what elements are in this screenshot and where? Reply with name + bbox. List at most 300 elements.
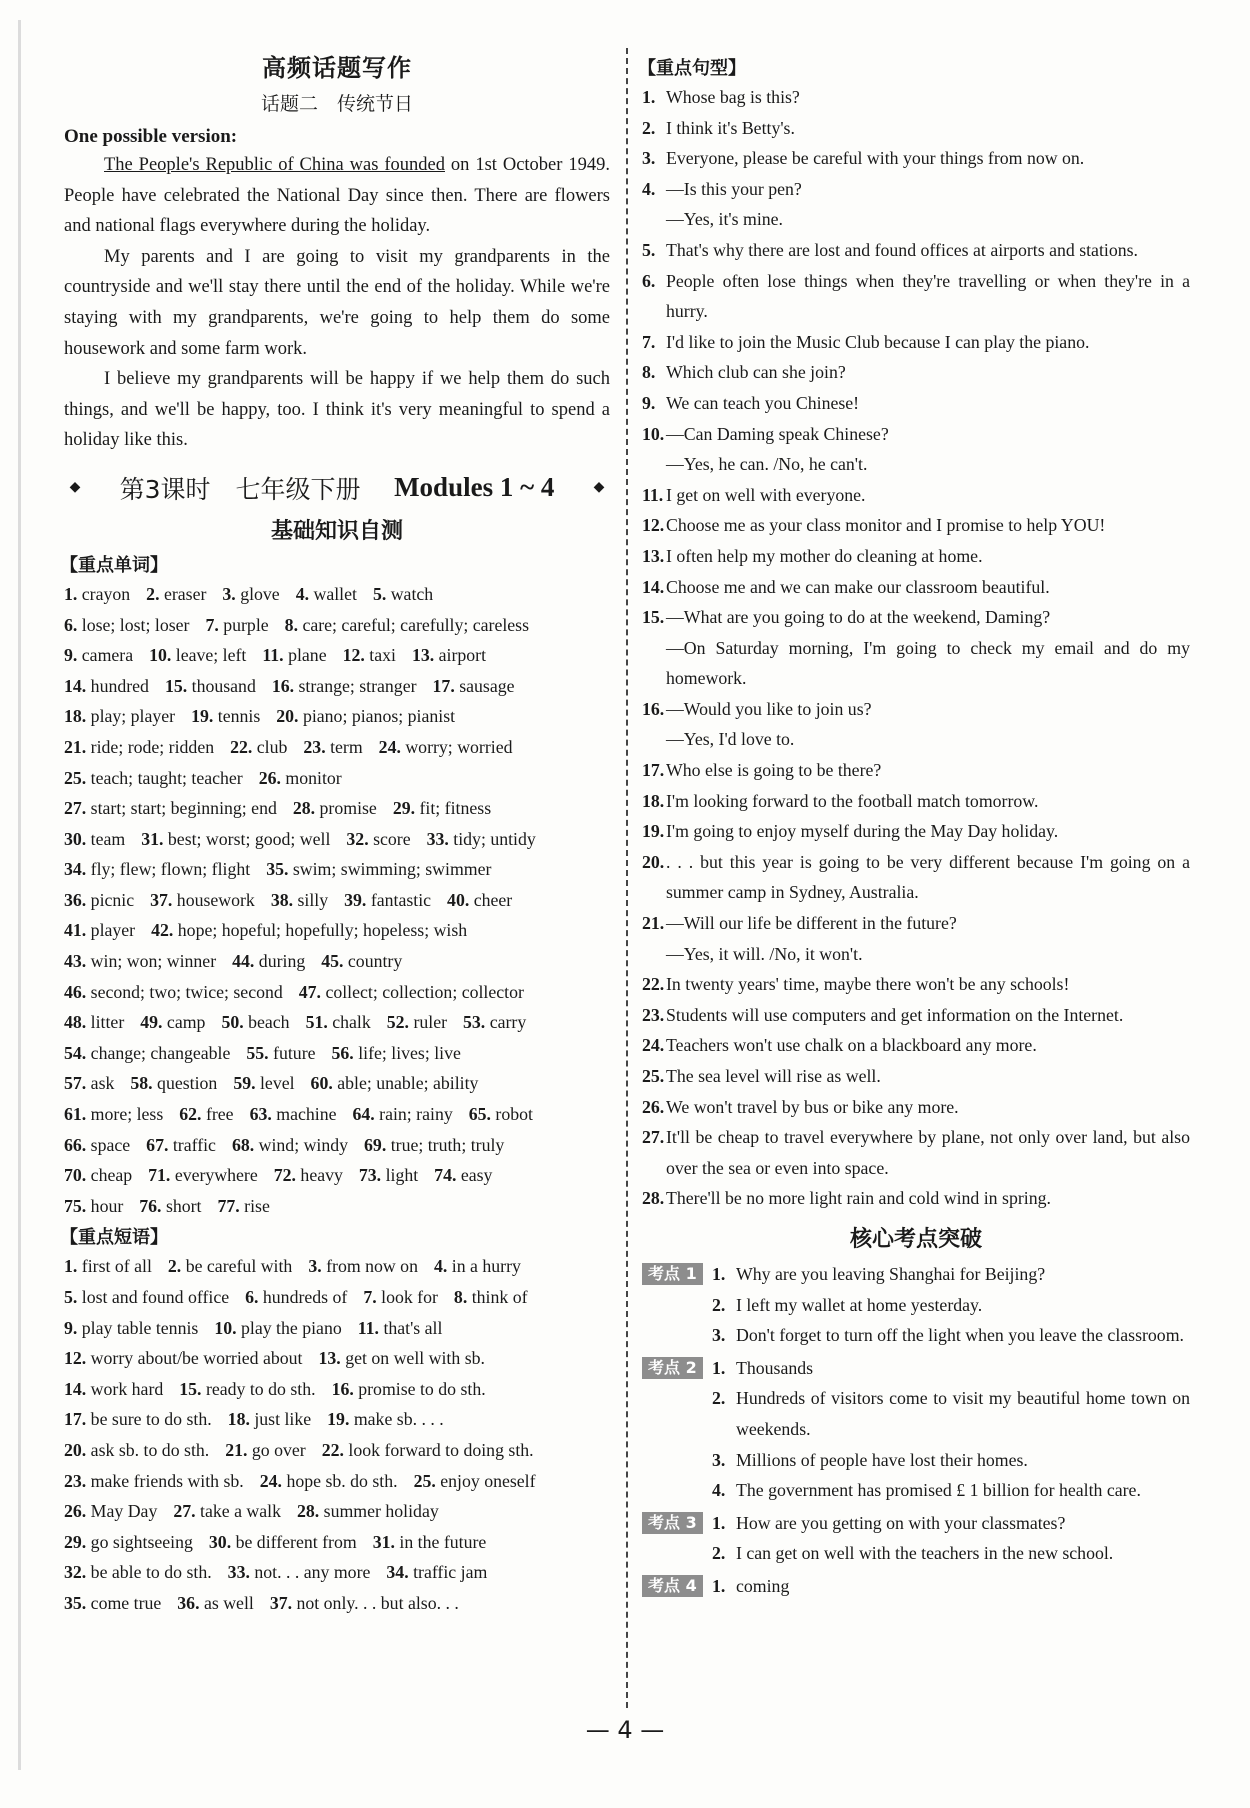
sentence-item [642, 1092, 1190, 1123]
word-item [272, 676, 417, 696]
item-number: 57. [64, 1073, 91, 1094]
word-item [64, 615, 189, 635]
item-number: 28. [292, 798, 320, 819]
item-number: 7. [363, 1287, 382, 1307]
item-text: lose; lost; loser [81, 614, 190, 635]
item-text: beach [248, 1012, 290, 1033]
kaodian-item-number: 1. [712, 1575, 726, 1596]
item-text: litter [90, 1012, 125, 1033]
sentence-item [642, 1122, 1190, 1183]
item-text: think of [471, 1287, 528, 1307]
item-text: work hard [90, 1378, 164, 1399]
item-number: 25. [413, 1470, 441, 1491]
word-item [64, 951, 216, 971]
item-number: 56. [331, 1042, 359, 1063]
item-text: best; worst; good; well [167, 828, 331, 849]
phrases-heading: 【重点短语】 [60, 1227, 168, 1249]
binding-edge [18, 20, 21, 1770]
numbered-line [64, 1557, 610, 1588]
numbered-line [64, 1527, 610, 1558]
item-number: 26. [64, 1501, 91, 1522]
item-text: lost and found office [81, 1287, 230, 1307]
word-item [343, 645, 396, 665]
item-number: 18. [227, 1409, 255, 1430]
item-number: 69. [364, 1134, 391, 1155]
sentence-number: 21. [642, 913, 665, 934]
kaodian-badge: 考点 3 [642, 1512, 703, 1534]
item-number: 30. [64, 828, 91, 849]
sentence-number: 3. [642, 148, 656, 169]
item-text: chalk [332, 1012, 371, 1033]
item-number: 31. [141, 828, 168, 849]
phrase-item [64, 1501, 157, 1521]
item-number: 29. [64, 1531, 91, 1552]
sentence-line: I'm going to enjoy myself during the May Day holiday. [666, 821, 1059, 842]
item-text: ride; rode; ridden [90, 736, 215, 757]
item-number: 12. [64, 1348, 91, 1369]
sentence-number: 10. [642, 423, 665, 444]
kaodian-label-cell [642, 1259, 712, 1351]
kaodian-block [642, 1353, 1190, 1506]
word-item [296, 584, 357, 604]
word-item [205, 615, 268, 635]
item-number: 12. [342, 645, 370, 666]
phrase-item [64, 1287, 229, 1307]
numbered-line [64, 1160, 610, 1191]
item-number: 6. [64, 614, 82, 635]
word-item [64, 1012, 124, 1032]
sentence-line: I get on well with everyone. [666, 484, 866, 505]
item-text: strange; stranger [298, 675, 417, 696]
sentence-text [666, 694, 1190, 755]
word-item [259, 768, 342, 788]
sentence-line: Who else is going to be there? [666, 760, 882, 781]
sentence-text [666, 572, 1190, 603]
kaodian-item-number: 2. [712, 1543, 726, 1564]
numbered-line [64, 885, 610, 916]
item-text: swim; swimming; swimmer [292, 859, 492, 880]
item-number: 22. [321, 1439, 349, 1460]
item-text: from now on [326, 1256, 418, 1277]
sentence-number: 23. [642, 1004, 665, 1025]
item-number: 27. [173, 1501, 201, 1522]
sentence-number: 22. [642, 974, 665, 995]
item-number: 67. [146, 1134, 173, 1155]
word-item [469, 1104, 533, 1124]
item-number: 51. [305, 1012, 333, 1033]
lesson-cn: 第3课时 七年级下册 [119, 474, 361, 504]
item-text: airport [438, 645, 487, 666]
item-text: take a walk [200, 1501, 281, 1522]
word-item [150, 890, 255, 910]
essay-topic: 话题二 传统节日 [260, 93, 413, 115]
numbered-line [64, 671, 610, 702]
item-text: be different from [235, 1531, 357, 1552]
phrase-item [173, 1501, 281, 1521]
item-number: 50. [221, 1012, 249, 1033]
item-text: picnic [90, 889, 135, 910]
word-item [246, 1043, 315, 1063]
item-text: able; unable; ability [337, 1073, 479, 1094]
sentence-item [642, 419, 1190, 480]
item-number: 65. [468, 1104, 496, 1125]
word-item [64, 1043, 230, 1063]
item-text: carry [489, 1012, 527, 1033]
diamond-icon: ◆ [593, 480, 605, 496]
item-number: 26. [258, 767, 286, 788]
sentence-line: —Is this your pen? [666, 178, 802, 199]
item-text: as well [203, 1592, 254, 1613]
item-number: 5. [372, 583, 391, 604]
item-number: 1. [64, 1256, 82, 1277]
numbered-line [64, 701, 610, 732]
item-number: 10. [214, 1317, 241, 1338]
item-number: 73. [358, 1165, 386, 1186]
item-text: summer holiday [323, 1501, 439, 1522]
sentence-line: I often help my mother do cleaning at home. [666, 545, 983, 566]
item-number: 23. [303, 736, 331, 757]
numbered-line [64, 1588, 610, 1619]
word-item [303, 737, 362, 757]
item-number: 30. [208, 1531, 236, 1552]
sentence-number: 20. [642, 851, 665, 872]
sentence-number: 5. [642, 239, 656, 260]
sentence-item [642, 816, 1190, 847]
phrase-item [414, 1471, 536, 1491]
word-item [146, 584, 206, 604]
item-number: 2. [146, 583, 164, 604]
sentence-line: —Yes, it's mine. [666, 209, 783, 230]
sentence-number: 9. [642, 392, 656, 413]
phrase-item [297, 1501, 439, 1521]
word-item [222, 584, 279, 604]
item-text: camera [81, 645, 134, 666]
sentence-number: 27. [642, 1127, 665, 1148]
item-text: score [373, 828, 411, 849]
word-item [64, 829, 125, 849]
sentence-number: 15. [642, 607, 665, 628]
kaodian-item-number: 3. [712, 1325, 726, 1346]
item-number: 37. [150, 889, 177, 910]
word-item [250, 1104, 337, 1124]
item-text: promise to do sth. [358, 1378, 486, 1399]
phrase-item [228, 1409, 311, 1429]
sentence-line: Teachers won't use chalk on a blackboard any more. [666, 1035, 1037, 1056]
word-item [146, 1135, 216, 1155]
left-column [60, 48, 610, 1619]
item-number: 6. [245, 1287, 263, 1307]
key-phrases-list [64, 1251, 610, 1618]
essay-paragraph-2: My parents and I are going to visit my grandparents in the countryside and we'll stay there until the end of the holiday. While we're staying with my grandparents, we're going to help them do some housework and some farm work. [64, 246, 610, 359]
item-number: 2. [167, 1256, 186, 1277]
sentence-line: —Yes, it will. /No, it won't. [666, 943, 863, 964]
item-number: 49. [140, 1012, 167, 1033]
kaodian-item-text: Hundreds of visitors come to visit my beautiful home town on weekends. [736, 1388, 1190, 1439]
item-text: not only. . . but also. . . [296, 1592, 459, 1613]
word-item [148, 1165, 258, 1185]
sentence-text [666, 143, 1190, 174]
phrase-item [454, 1287, 528, 1307]
item-number: 21. [64, 736, 91, 757]
item-number: 46. [64, 981, 91, 1002]
phrase-item [327, 1409, 444, 1429]
item-text: thousand [191, 675, 256, 696]
numbered-line [64, 640, 610, 671]
word-item [373, 584, 433, 604]
kaodian-block [642, 1571, 1190, 1602]
word-item [191, 706, 260, 726]
numbered-line [64, 1404, 610, 1435]
sentence-line: That's why there are lost and found offices at airports and stations. [666, 239, 1138, 260]
kaodian-block [642, 1508, 1190, 1569]
diamond-icon: ◆ [69, 480, 81, 496]
numbered-line [64, 610, 610, 641]
item-text: that's all [383, 1317, 443, 1338]
kaodian-item-text: I left my wallet at home yesterday. [736, 1294, 983, 1315]
item-number: 70. [64, 1165, 91, 1186]
sentence-text [666, 1030, 1190, 1061]
word-item [64, 1135, 130, 1155]
item-text: ask [90, 1073, 115, 1094]
phrase-item [209, 1532, 357, 1552]
sentence-line: . . . but this year is going to be very different because I'm going on a summer camp in Sydney, Australia. [666, 851, 1190, 903]
word-item [64, 1073, 114, 1093]
item-text: be able to do sth. [90, 1562, 212, 1583]
sentence-line: —On Saturday morning, I'm going to check my email and do my homework. [666, 637, 1190, 689]
item-text: fly; flew; flown; flight [90, 859, 251, 880]
kaodian-label-cell [642, 1508, 712, 1569]
word-item [344, 890, 431, 910]
item-text: fantastic [370, 889, 432, 910]
item-text: traffic jam [413, 1562, 488, 1583]
item-number: 38. [270, 889, 298, 910]
word-item [151, 920, 467, 940]
item-text: sausage [459, 675, 515, 696]
kaodian-item-number: 1. [712, 1263, 726, 1284]
sentence-number: 16. [642, 698, 665, 719]
item-number: 58. [130, 1073, 158, 1094]
word-item [321, 951, 402, 971]
sentence-text [666, 174, 1190, 235]
sentence-line: We won't travel by bus or bike any more. [666, 1096, 959, 1117]
item-number: 36. [177, 1592, 204, 1613]
word-item [447, 890, 512, 910]
item-text: wallet [313, 583, 357, 604]
sentence-line: —What are you going to do at the weekend, Daming? [666, 607, 1051, 628]
kaodian-list [642, 1259, 1190, 1602]
numbered-line [64, 793, 610, 824]
right-column [638, 52, 1190, 1602]
sentence-text [666, 969, 1190, 1000]
sentence-line: —Can Daming speak Chinese? [666, 423, 889, 444]
phrase-item [214, 1318, 341, 1338]
sentence-text [666, 847, 1190, 908]
item-text: come true [90, 1592, 162, 1613]
item-number: 3. [308, 1256, 327, 1277]
sentence-number: 2. [642, 117, 656, 138]
item-number: 32. [346, 828, 374, 849]
sentence-text [666, 510, 1190, 541]
kaodian-item-number: 2. [712, 1294, 726, 1315]
item-text: look for [381, 1287, 438, 1307]
sentence-number: 13. [642, 545, 665, 566]
item-number: 75. [64, 1195, 91, 1216]
phrase-item [245, 1287, 347, 1307]
word-item [64, 859, 250, 879]
sentence-line: —Would you like to join us? [666, 698, 872, 719]
essay-paragraph-1: The People's Republic of China was founded on 1st October 1949. People have celebrated the National Day since then. There are flowers and national flags everywhere during the holiday. [64, 155, 610, 237]
sentence-line: Choose me and we can make our classroom beautiful. [666, 576, 1050, 597]
phrase-item [373, 1532, 487, 1552]
item-text: glove [240, 583, 280, 604]
item-number: 55. [246, 1042, 274, 1063]
item-number: 24. [378, 736, 406, 757]
kaodian-badge: 考点 1 [642, 1263, 703, 1285]
word-item [64, 1165, 132, 1185]
word-item [274, 1165, 343, 1185]
kaodian-label-cell [642, 1353, 712, 1506]
item-number: 23. [64, 1470, 91, 1491]
word-item [311, 1073, 479, 1093]
item-text: look forward to doing sth. [348, 1439, 534, 1460]
sentence-text [666, 1061, 1190, 1092]
item-number: 15. [164, 675, 192, 696]
item-number: 41. [64, 920, 91, 941]
phrase-item [64, 1562, 212, 1582]
numbered-line [64, 1496, 610, 1527]
word-item [221, 1012, 289, 1032]
sentence-item [642, 327, 1190, 358]
item-text: hope; hopeful; hopefully; hopeless; wish [177, 920, 468, 941]
word-item [218, 1196, 270, 1216]
kaodian-item-text: Millions of people have lost their homes. [736, 1449, 1028, 1470]
kaodian-item-text: Thousands [736, 1357, 814, 1378]
kaodian-item [712, 1353, 1190, 1384]
phrase-item [64, 1440, 209, 1460]
sentence-line: I think it's Betty's. [666, 117, 795, 138]
word-item [352, 1104, 452, 1124]
item-text: change; changeable [90, 1042, 231, 1063]
numbered-line [64, 824, 610, 855]
phrase-item [322, 1440, 534, 1460]
word-item [64, 1104, 163, 1124]
phrase-item [64, 1409, 212, 1429]
kaodian-item-text: Don't forget to turn off the light when you leave the classroom. [736, 1325, 1184, 1346]
phrase-item [64, 1318, 198, 1338]
sentence-text [666, 327, 1190, 358]
phrase-item [358, 1318, 443, 1338]
kaodian-block [642, 1259, 1190, 1351]
item-number: 47. [298, 981, 326, 1002]
item-text: first of all [81, 1256, 152, 1277]
kaodian-item [712, 1290, 1190, 1321]
phrase-item [64, 1379, 163, 1399]
sentence-text [666, 266, 1190, 327]
item-text: everywhere [174, 1165, 258, 1186]
word-item [276, 706, 455, 726]
sentence-number: 14. [642, 576, 665, 597]
item-text: watch [390, 583, 434, 604]
numbered-line [64, 1374, 610, 1405]
kaodian-item [712, 1320, 1190, 1351]
item-text: May Day [90, 1501, 158, 1522]
phrase-item [332, 1379, 486, 1399]
word-item [359, 1165, 418, 1185]
item-number: 16. [331, 1378, 359, 1399]
item-number: 40. [447, 889, 474, 910]
numbered-line [64, 579, 610, 610]
word-item [165, 676, 256, 696]
sentence-number: 26. [642, 1096, 665, 1117]
sentence-number: 1. [642, 87, 656, 107]
sentence-item [642, 786, 1190, 817]
item-text: piano; pianos; pianist [302, 706, 456, 727]
item-text: win; won; winner [90, 951, 217, 972]
item-text: short [165, 1195, 202, 1216]
phrase-item [179, 1379, 315, 1399]
item-text: more; less [90, 1104, 164, 1125]
lesson-banner [64, 470, 610, 506]
item-number: 42. [151, 920, 178, 941]
item-number: 8. [284, 614, 303, 635]
word-item [64, 645, 133, 665]
sentence-line: There'll be no more light rain and cold wind in spring. [666, 1188, 1051, 1209]
word-item [64, 584, 130, 604]
item-text: camp [166, 1012, 206, 1033]
item-number: 20. [64, 1439, 91, 1460]
numbered-line [64, 977, 610, 1008]
kaodian-item-number: 1. [712, 1357, 726, 1378]
word-item [393, 798, 491, 818]
sentence-text [666, 816, 1190, 847]
item-text: be sure to do sth. [90, 1409, 212, 1430]
sentence-item [642, 82, 1190, 113]
sentence-item [642, 174, 1190, 235]
phrase-item [270, 1593, 459, 1613]
sentence-item [642, 388, 1190, 419]
item-text: play; player [90, 706, 176, 727]
item-number: 4. [433, 1256, 452, 1277]
word-item [271, 890, 328, 910]
item-text: go over [251, 1439, 306, 1460]
item-number: 59. [233, 1073, 260, 1094]
word-item [387, 1012, 447, 1032]
item-text: level [259, 1073, 295, 1094]
numbered-line [64, 1435, 610, 1466]
sentence-item [642, 235, 1190, 266]
item-number: 4. [295, 583, 314, 604]
sentence-item [642, 1061, 1190, 1092]
item-number: 37. [269, 1592, 297, 1613]
item-text: care; careful; carefully; careless [302, 614, 530, 635]
sentence-text [666, 1183, 1190, 1214]
item-number: 71. [148, 1165, 175, 1186]
item-text: space [90, 1134, 131, 1155]
word-item [232, 951, 305, 971]
kaodian-item-number: 4. [712, 1480, 726, 1501]
sentence-line: I'd like to join the Music Club because I can play the piano. [666, 331, 1090, 352]
phrase-item [225, 1440, 306, 1460]
item-number: 63. [249, 1104, 277, 1125]
word-item [149, 645, 246, 665]
sentence-item [642, 143, 1190, 174]
phrase-item [168, 1256, 292, 1276]
sentence-text [666, 1000, 1190, 1031]
sentence-text [666, 480, 1190, 511]
word-item [64, 798, 277, 818]
item-text: teach; taught; teacher [90, 767, 243, 788]
sentence-text [666, 541, 1190, 572]
